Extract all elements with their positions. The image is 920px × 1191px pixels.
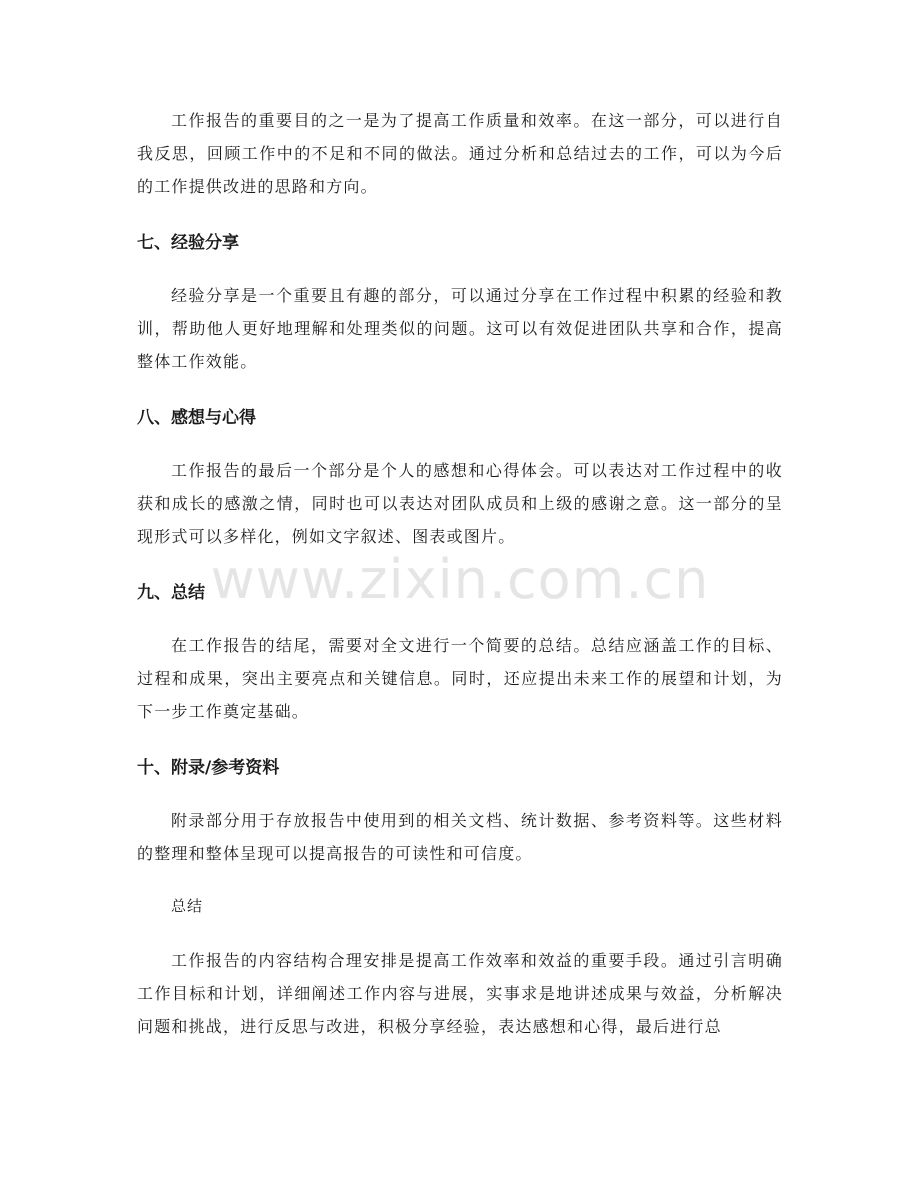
section-body-conclusion: 在工作报告的结尾，需要对全文进行一个简要的总结。总结应涵盖工作的目标、过程和成果，突出主要亮点和关键信息。同时，还应提出未来工作的展望和计划，为下一步工作奠定基础。: [137, 636, 783, 721]
watermark: www.zixin.com.cn: [210, 548, 710, 611]
summary-label: 总结: [171, 897, 204, 915]
summary-paragraph: 工作报告的内容结构合理安排是提高工作效率和效益的重要手段。通过引言明确工作目标和计划，详细阐述工作内容与进展，实事求是地讲述成果与效益，分析解决问题和挑战，进行反思与改进，积极分享经验，表达感想和心得，最后进行总: [137, 951, 783, 1036]
section-heading-appendix: 十、附录/参考资料: [137, 758, 280, 778]
intro-paragraph: 工作报告的重要目的之一是为了提高工作质量和效率。在这一部分，可以进行自我反思，回顾工作中的不足和不同的做法。通过分析和总结过去的工作，可以为今后的工作提供改进的思路和方向。: [137, 111, 783, 196]
section-heading-conclusion: 九、总结: [137, 583, 205, 603]
section-body-appendix: 附录部分用于存放报告中使用到的相关文档、统计数据、参考资料等。这些材料的整理和整体呈现可以提高报告的可读性和可信度。: [137, 811, 783, 863]
document-body: [137, 104, 783, 1043]
section-heading-reflections: 八、感想与心得: [137, 408, 256, 428]
section-body-reflections: 工作报告的最后一个部分是个人的感想和心得体会。可以表达对工作过程中的收获和成长的感激之情，同时也可以表达对团队成员和上级的感谢之意。这一部分的呈现形式可以多样化，例如文字叙述、图表或图片。: [137, 461, 783, 546]
section-body-experience: 经验分享是一个重要且有趣的部分，可以通过分享在工作过程中积累的经验和教训，帮助他人更好地理解和处理类似的问题。这可以有效促进团队共享和合作，提高整体工作效能。: [137, 286, 783, 371]
section-heading-experience: 七、经验分享: [137, 233, 239, 253]
